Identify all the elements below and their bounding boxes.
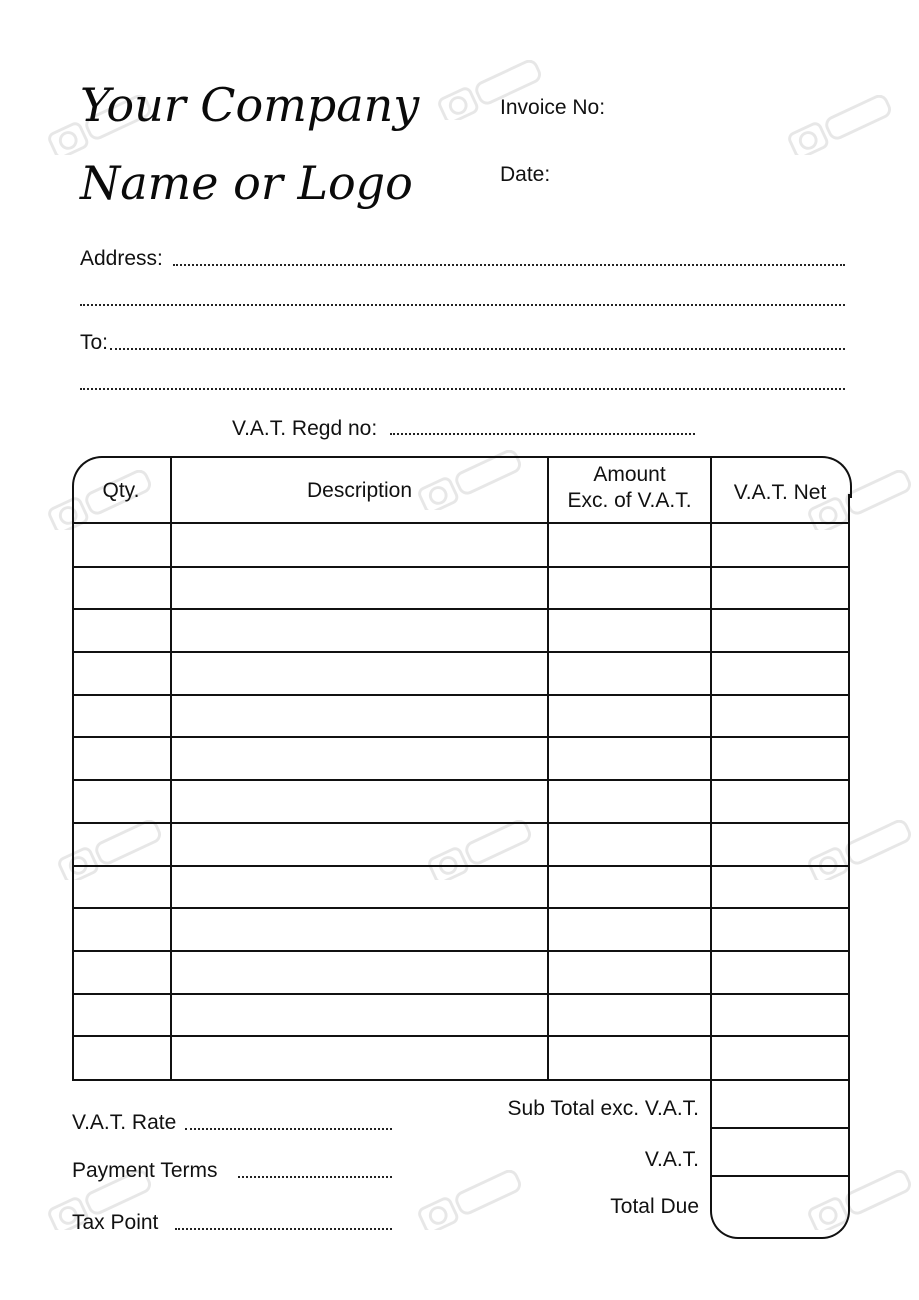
table-cell-qty[interactable]: [74, 525, 170, 565]
table-cell-description[interactable]: [172, 781, 547, 821]
subtotal-label: Sub Total exc. V.A.T.: [507, 1097, 699, 1120]
company-name-line2: Name or Logo: [80, 156, 413, 210]
table-cell-vat-net[interactable]: [712, 952, 848, 992]
table-cell-description[interactable]: [172, 696, 547, 736]
table-header-divider: [72, 522, 850, 524]
table-cell-qty[interactable]: [74, 1037, 170, 1077]
table-cell-amount[interactable]: [549, 909, 710, 949]
table-cell-vat-net[interactable]: [712, 909, 848, 949]
table-cell-vat-net[interactable]: [712, 738, 848, 778]
table-cell-vat-net[interactable]: [712, 696, 848, 736]
table-cell-vat-net[interactable]: [712, 781, 848, 821]
total-due-label: Total Due: [610, 1195, 699, 1218]
table-cell-qty[interactable]: [74, 653, 170, 693]
address-label: Address:: [80, 247, 163, 270]
table-cell-description[interactable]: [172, 995, 547, 1035]
vat-value-cell[interactable]: [712, 1129, 848, 1175]
table-cell-description[interactable]: [172, 1037, 547, 1077]
table-cell-description[interactable]: [172, 568, 547, 608]
tax-point-field-line[interactable]: [175, 1228, 392, 1230]
col-header-vat-net: V.A.T. Net: [733, 481, 827, 504]
table-cell-description[interactable]: [172, 909, 547, 949]
table-cell-vat-net[interactable]: [712, 867, 848, 907]
table-cell-amount[interactable]: [549, 995, 710, 1035]
table-cell-amount[interactable]: [549, 738, 710, 778]
col-header-description: Description: [306, 479, 413, 502]
col-header-qty: Qty.: [102, 479, 140, 502]
date-label: Date:: [500, 163, 551, 186]
table-cell-amount[interactable]: [549, 1037, 710, 1077]
vat-total-label: V.A.T.: [644, 1148, 699, 1171]
table-top-border: [110, 456, 812, 458]
payment-terms-field-line[interactable]: [238, 1176, 392, 1178]
vat-regd-label: V.A.T. Regd no:: [232, 417, 378, 440]
table-cell-vat-net[interactable]: [712, 568, 848, 608]
table-cell-qty[interactable]: [74, 824, 170, 864]
table-cell-qty[interactable]: [74, 995, 170, 1035]
table-cell-amount[interactable]: [549, 525, 710, 565]
col-header-amount-line2: Exc. of V.A.T.: [567, 489, 692, 513]
table-cell-vat-net[interactable]: [712, 824, 848, 864]
table-cell-amount[interactable]: [549, 696, 710, 736]
table-cell-qty[interactable]: [74, 696, 170, 736]
table-cell-description[interactable]: [172, 653, 547, 693]
table-cell-qty[interactable]: [74, 568, 170, 608]
table-cell-qty[interactable]: [74, 909, 170, 949]
table-cell-amount[interactable]: [549, 952, 710, 992]
vat-rate-field-line[interactable]: [185, 1128, 392, 1130]
subtotal-value-cell[interactable]: [712, 1081, 848, 1127]
table-cell-vat-net[interactable]: [712, 525, 848, 565]
table-cell-qty[interactable]: [74, 867, 170, 907]
table-cell-description[interactable]: [172, 738, 547, 778]
table-cell-qty[interactable]: [74, 738, 170, 778]
table-cell-amount[interactable]: [549, 610, 710, 650]
to-label: To:: [80, 331, 109, 354]
table-cell-amount[interactable]: [549, 568, 710, 608]
table-cell-amount[interactable]: [549, 867, 710, 907]
col-header-amount: [549, 462, 710, 515]
table-cell-vat-net[interactable]: [712, 653, 848, 693]
table-cell-vat-net[interactable]: [712, 1037, 848, 1077]
table-cell-description[interactable]: [172, 867, 547, 907]
table-cell-vat-net[interactable]: [712, 610, 848, 650]
table-cell-qty[interactable]: [74, 781, 170, 821]
payment-terms-label: Payment Terms: [72, 1159, 218, 1182]
table-cell-description[interactable]: [172, 610, 547, 650]
table-cell-amount[interactable]: [549, 653, 710, 693]
table-cell-description[interactable]: [172, 525, 547, 565]
table-cell-vat-net[interactable]: [712, 995, 848, 1035]
invoice-no-label: Invoice No:: [500, 96, 606, 119]
table-cell-description[interactable]: [172, 824, 547, 864]
table-cell-qty[interactable]: [74, 952, 170, 992]
col-header-amount-line1: Amount: [593, 463, 666, 486]
table-cell-amount[interactable]: [549, 781, 710, 821]
table-cell-description[interactable]: [172, 952, 547, 992]
table-cell-qty[interactable]: [74, 610, 170, 650]
total-due-value-cell[interactable]: [712, 1177, 848, 1235]
vat-rate-label: V.A.T. Rate: [72, 1111, 177, 1134]
company-name-line1: Your Company: [80, 78, 420, 132]
table-cell-amount[interactable]: [549, 824, 710, 864]
tax-point-label: Tax Point: [72, 1211, 159, 1234]
